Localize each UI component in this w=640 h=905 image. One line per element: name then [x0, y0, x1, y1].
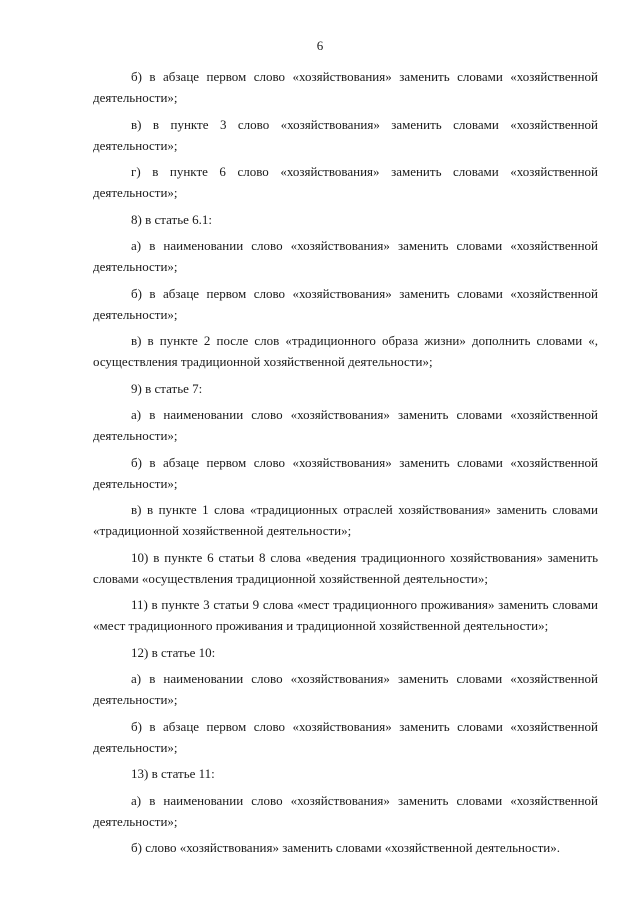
section-heading: 13) в статье 11: — [131, 766, 215, 781]
paragraph: б) в абзаце первом слово «хозяйствования» заменить словами «хозяйственной деятельности»; — [93, 718, 598, 755]
paragraph: а) в наименовании слово «хозяйствования» заменить словами «хозяйственной деятельности»; — [93, 238, 598, 274]
paragraph: г) в пункте 6 слово «хозяйствования» заменить словами «хозяйственной деятельности»; — [93, 164, 598, 200]
paragraph: в) в пункте 2 после слов «традиционного образа жизни» дополнить словами «, осуществления традиционной хозяйственной деятельности»; — [93, 333, 598, 369]
paragraph: в) в пункте 3 слово «хозяйствования» заменить словами «хозяйственной деятельности»; — [93, 116, 598, 153]
paragraph: б) в абзаце первом слово «хозяйствования» заменить словами «хозяйственной деятельности»; — [93, 454, 598, 491]
section-heading: 9) в статье 7: — [131, 380, 203, 396]
section-heading: 12) в статье 10: — [131, 644, 216, 660]
paragraph: 11) в пункте 3 статьи 9 слова «мест традиционного проживания» заменить словами «мест традиционного проживания и традиционной хозяйственной деятельности»; — [93, 597, 598, 633]
paragraph: 10) в пункте 6 статьи 8 слова «ведения традиционного хозяйствования» заменить словами «осуществления традиционной хозяйственной деятельности»; — [93, 549, 598, 586]
paragraph: а) в наименовании слово «хозяйствования» заменить словами «хозяйственной деятельности»; — [93, 407, 598, 443]
paragraph: в) в пункте 1 слова «традиционных отраслей хозяйствования» заменить словами «традиционной хозяйственной деятельности»; — [93, 502, 598, 538]
paragraph: а) в наименовании слово «хозяйствования» заменить словами «хозяйственной деятельности»; — [93, 792, 598, 829]
section-heading: 8) в статье 6.1: — [131, 211, 213, 227]
paragraph: б) в абзаце первом слово «хозяйствования» заменить словами «хозяйственной деятельности»; — [93, 69, 598, 105]
paragraph: б) в абзаце первом слово «хозяйствования» заменить словами «хозяйственной деятельности»; — [93, 285, 598, 322]
paragraph: б) слово «хозяйствования» заменить словами «хозяйственной деятельности». — [131, 840, 560, 855]
paragraph: а) в наименовании слово «хозяйствования» заменить словами «хозяйственной деятельности»; — [93, 671, 598, 707]
document-body — [93, 66, 598, 864]
page-number: 6 — [316, 38, 324, 53]
